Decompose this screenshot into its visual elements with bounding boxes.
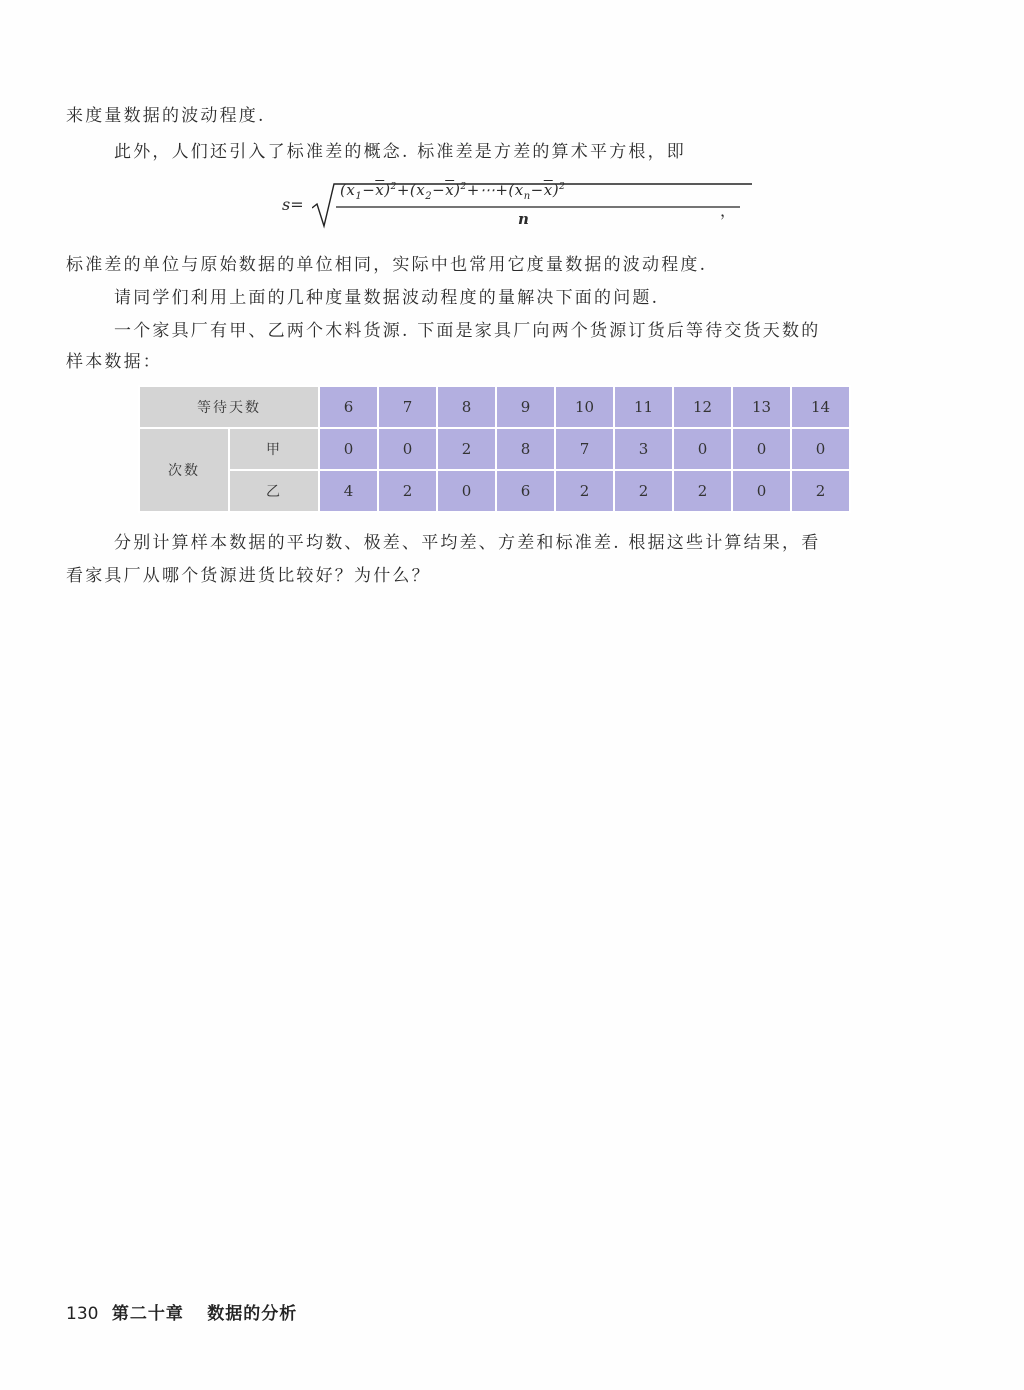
chapter-label: 第二十章 bbox=[111, 1304, 184, 1324]
count-cell: 2 bbox=[673, 470, 732, 512]
count-cell: 2 bbox=[437, 428, 496, 470]
page-number: 130 bbox=[66, 1304, 99, 1324]
header-waiting-days: 等待天数 bbox=[139, 386, 319, 428]
count-cell: 0 bbox=[673, 428, 732, 470]
table-header-row bbox=[139, 386, 850, 428]
formula-trailing-comma: ， bbox=[720, 201, 737, 220]
count-cell: 0 bbox=[319, 428, 378, 470]
paragraph-furniture-factory-1: 一个家具厂有甲、乙两个木料货源. 下面是家具厂向两个货源订货后等待交货天数的 bbox=[114, 321, 821, 341]
day-cell: 6 bbox=[319, 386, 378, 428]
row-label-yi: 乙 bbox=[229, 470, 319, 512]
day-cell: 14 bbox=[791, 386, 850, 428]
paragraph-unit-note: 标准差的单位与原始数据的单位相同，实际中也常用它度量数据的波动程度. bbox=[66, 255, 708, 275]
count-cell: 0 bbox=[732, 470, 791, 512]
formula-lhs: s= bbox=[282, 195, 304, 214]
count-cell: 2 bbox=[378, 470, 437, 512]
count-cell: 6 bbox=[496, 470, 555, 512]
count-cell: 0 bbox=[437, 470, 496, 512]
formula-numerator: $(x_1-\overline{x})^2+(x_2-\overline{x})^2+\cdots+(x_n-\overline{x})^2$ bbox=[340, 181, 566, 202]
count-cell: 3 bbox=[614, 428, 673, 470]
paragraph-question-2: 看家具厂从哪个货源进货比较好？为什么？ bbox=[66, 566, 431, 586]
paragraph-standard-deviation-intro: 此外，人们还引入了标准差的概念. 标准差是方差的算术平方根，即 bbox=[114, 142, 687, 162]
day-cell: 8 bbox=[437, 386, 496, 428]
chapter-title: 数据的分析 bbox=[207, 1304, 298, 1324]
paragraph-question-1: 分别计算样本数据的平均数、极差、平均差、方差和标准差. 根据这些计算结果，看 bbox=[114, 533, 821, 553]
count-cell: 0 bbox=[791, 428, 850, 470]
count-cell: 0 bbox=[378, 428, 437, 470]
page-footer bbox=[66, 1299, 297, 1324]
paragraph-furniture-factory-2: 样本数据： bbox=[66, 352, 162, 372]
count-cell: 2 bbox=[614, 470, 673, 512]
paragraph-problem-intro: 请同学们利用上面的几种度量数据波动程度的量解决下面的问题. bbox=[114, 288, 660, 308]
day-cell: 13 bbox=[732, 386, 791, 428]
waiting-days-table bbox=[138, 385, 851, 513]
count-cell: 8 bbox=[496, 428, 555, 470]
row-label-jia: 甲 bbox=[229, 428, 319, 470]
group-label-count: 次数 bbox=[139, 428, 229, 512]
day-cell: 9 bbox=[496, 386, 555, 428]
count-cell: 2 bbox=[791, 470, 850, 512]
table-row-jia bbox=[139, 428, 850, 470]
count-cell: 7 bbox=[555, 428, 614, 470]
formula-denominator: n bbox=[518, 210, 529, 228]
day-cell: 11 bbox=[614, 386, 673, 428]
count-cell: 4 bbox=[319, 470, 378, 512]
day-cell: 10 bbox=[555, 386, 614, 428]
count-cell: 2 bbox=[555, 470, 614, 512]
day-cell: 12 bbox=[673, 386, 732, 428]
day-cell: 7 bbox=[378, 386, 437, 428]
count-cell: 0 bbox=[732, 428, 791, 470]
table-row-yi bbox=[139, 470, 850, 512]
paragraph-continuation: 来度量数据的波动程度. bbox=[66, 106, 266, 126]
